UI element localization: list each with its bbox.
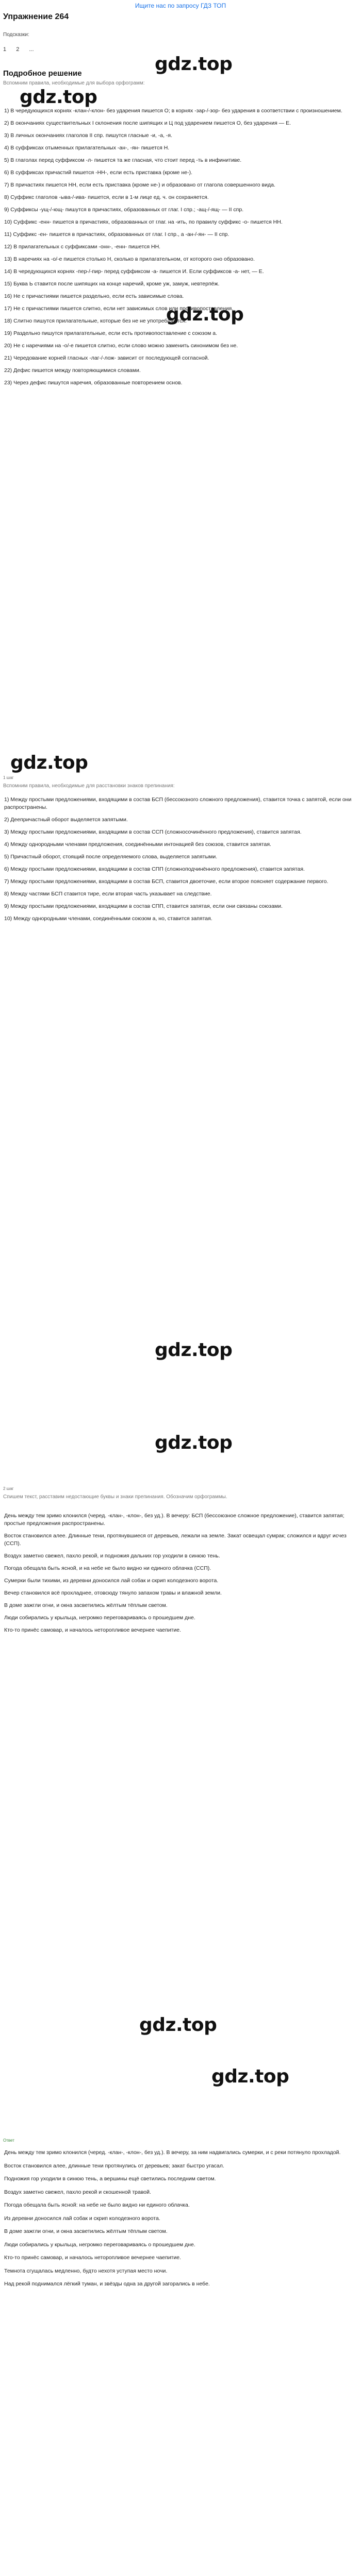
page-link[interactable]: 2 [16,46,20,53]
page-title: Упражнение 264 [3,12,69,21]
text-paragraph: Люди собирались у крыльца, негромко переговариваясь о прошедшем дне. [4,1615,195,1621]
text-paragraph: Кто-то принёс самовар, и началось неторопливое вечернее чаепитие. [4,1627,181,1633]
step-tag: 1 шаг [3,775,14,780]
section-note: Спишем текст, расставим недостающие буквы и знаки препинания. Обозначим орфограммы. [3,1494,227,1500]
rule-item: 4) Между однородными членами предложения, соединёнными интонацией без союзов, ставится запятая. [4,841,271,848]
rule-item: 23) Через дефис пишутся наречия, образованные повторением основ. [4,380,183,386]
rule-item: 17) Не с причастиями пишется слитно, если нет зависимых слов или противопоставления. [4,306,234,312]
watermark: gdz.top [139,2014,217,2036]
rule-item: 1) Между простыми предложениями, входящими в состав БСП (бессоюзного сложного предложения), ставится точка с запятой, если они распространены. [4,796,352,810]
watermark: gdz.top [20,87,97,108]
rule-item: 10) Суффикс -енн- пишется в причастиях, образованных от глаг. на -ить, по правилу суффикс -о- пишется НН. [4,219,283,225]
watermark: gdz.top [155,1340,233,1361]
answer-paragraph: Подножия гор уходили в синюю тень, а вершины ещё светились последним светом. [4,2176,216,2182]
answer-paragraph: Темнота сгущалась медленно, будто нехотя уступая место ночи. [4,2267,168,2274]
rule-item: 22) Дефис пишется между повторяющимися словами. [4,367,141,374]
rule-item: 19) Раздельно пишутся прилагательные, если есть противопоставление с союзом а. [4,330,218,336]
rules-list-2 [4,796,355,927]
page-link[interactable]: 1 [3,46,7,53]
hints-label: Подсказки: [3,32,29,38]
text-paragraph: День между тем зримо клонился (черед. -клан-, -клон-, без уд.). В вечеру: БСП (бессоюзное сложное предложение), ставится запятая; простые предложения распространены. [4,1513,344,1527]
answer-paragraph: Из деревни доносился лай собак и скрип колодезного ворота. [4,2215,160,2222]
rule-item: 11) Суффикс -ен- пишется в причастиях, образованных от глаг. I спр., а -ан-/-ян- — II спр. [4,231,229,238]
rule-item: 3) Между простыми предложениями, входящими в состав ССП (сложносочинённого предложения), ставится запятая. [4,829,302,835]
pagination [3,46,42,53]
text-paragraph: В доме зажгли огни, и окна засветились жёлтым тёплым светом. [4,1602,168,1608]
watermark: gdz.top [155,54,233,75]
text-paragraph: Воздух заметно свежел, пахло рекой, и подножия дальних гор уходили в синюю тень. [4,1553,220,1559]
text-paragraph: Погода обещала быть ясной, и на небе не было видно ни единого облачка (ССП). [4,1565,211,1571]
rule-item: 20) Не с наречиями на -о/-е пишется слитно, если слово можно заменить синонимом без не. [4,343,238,349]
text-paragraph: Вечер становился всё прохладнее, отовсюду тянуло запахом травы и влажной земли. [4,1590,222,1596]
rule-item: 21) Чередование корней гласных -лаг-/-лож- зависит от последующей согласной. [4,355,209,361]
watermark: gdz.top [166,304,244,325]
rule-item: 5) В глаголах перед суффиксом -л- пишется та же гласная, что стоит перед -ть в инфинитиве. [4,157,242,163]
rule-item: 2) В окончаниях существительных I склонения после шипящих и Ц под ударением пишется О, без ударения — Е. [4,120,291,126]
rule-item: 6) В суффиксах причастий пишется -НН-, если есть приставка (кроме не-). [4,170,192,176]
rule-item: 18) Слитно пишутся прилагательные, которые без не не употребляются. [4,318,187,324]
rule-item: 8) Между частями БСП ставится тире, если вторая часть указывает на следствие. [4,891,212,897]
answer-paragraph: День между тем зримо клонился (черед. -клан-, -клон-, без уд.). В вечеру, за ним надвигались сумерки, и с реки потянуло прохладой. [4,2149,341,2156]
rule-item: 9) Между простыми предложениями, входящими в состав СПП, ставится запятая, если они связаны союзами. [4,903,283,909]
rule-item: 12) В прилагательных с суффиксами -онн-, -енн- пишется НН. [4,244,161,250]
answer-paragraph: Над рекой поднимался лёгкий туман, и звёзды одна за другой загорались в небе. [4,2281,210,2287]
answer-paragraph: В доме зажгли огни, и окна засветились жёлтым тёплым светом. [4,2228,168,2234]
section-title: Подробное решение [3,69,82,78]
rule-item: 16) Не с причастиями пишется раздельно, если есть зависимые слова. [4,293,184,299]
rules-list-1 [4,107,355,392]
text-paragraph: Сумерки были тихими, из деревни доносился лай собак и скрип колодезного ворота. [4,1578,219,1584]
rule-item: 7) В причастиях пишется НН, если есть приставка (кроме не-) и образовано от глагола совершенного вида. [4,182,275,188]
rule-item: 10) Между однородными членами, соединёнными союзом а, но, ставится запятая. [4,916,212,922]
watermark: gdz.top [155,1432,233,1453]
top-promo-link[interactable]: Ищите нас по запросу ГДЗ ТОП [135,2,226,9]
rule-item: 6) Между простыми предложениями, входящими в состав СПП (сложноподчинённого предложения), ставится запятая. [4,866,305,872]
answer-text [4,2148,355,2293]
rule-item: 2) Деепричастный оборот выделяется запятыми. [4,817,128,823]
watermark: gdz.top [10,752,88,773]
rule-item: 4) В суффиксах отыменных прилагательных -ан-, -ян- пишется Н. [4,145,170,151]
rule-item: 5) Причастный оборот, стоящий после определяемого слова, выделяется запятыми. [4,854,218,860]
watermark: gdz.top [211,2066,289,2087]
rule-item: 7) Между простыми предложениями, входящими в состав БСП, ставится двоеточие, если второе поясняет содержание первого. [4,878,329,885]
step-tag: 2 шаг [3,1486,14,1491]
rule-item: 1) В чередующихся корнях -клан-/-клон- без ударения пишется О; в корнях -зар-/-зор- без ударения в соответствии с произношением. [4,108,342,114]
page-ellipsis: ... [29,46,34,53]
answer-paragraph: Кто-то принёс самовар, и началось неторопливое вечернее чаепитие. [4,2255,181,2261]
rule-item: 14) В чередующихся корнях -пер-/-пир- перед суффиксом -а- пишется И. Если суффиксов -а- нет, — Е. [4,268,264,275]
answer-paragraph: Восток становился алее, длинные тени протянулись от деревьев; закат быстро угасал. [4,2162,224,2169]
answer-paragraph: Люди собирались у крыльца, негромко переговариваясь о прошедшем дне. [4,2241,195,2248]
section-note: Вспомним правила, необходимые для выбора орфограмм: [3,80,145,86]
rule-item: 13) В наречиях на -о/-е пишется столько Н, сколько в прилагательном, от которого оно образовано. [4,256,255,262]
answer-paragraph: Погода обещала быть ясной: на небе не было видно ни единого облачка. [4,2202,190,2208]
section-note: Вспомним правила, необходимые для расстановки знаков препинания: [3,783,175,789]
rule-item: 3) В личных окончаниях глаголов II спр. пишутся гласные -и, -а, -я. [4,132,173,139]
exercise-text-annotated [4,1512,355,1639]
rule-item: 15) Буква Ь ставится после шипящих на конце наречий, кроме уж, замуж, невтерпёж. [4,281,220,287]
rule-item: 8) Суффикс глаголов -ыва-/-ива- пишется, если в 1-м лице ед. ч. он сохраняется. [4,194,209,200]
answer-paragraph: Воздух заметно свежел, пахло рекой и скошенной травой. [4,2189,151,2195]
text-paragraph: Восток становился алее. Длинные тени, протянувшиеся от деревьев, лежали на земле. Закат освещал сумрак; сложился и вдруг исчез (ССП). [4,1533,347,1547]
rule-item: 9) Суффиксы -ущ-/-ющ- пишутся в причастиях, образованных от глаг. I спр.; -ащ-/-ящ- — II спр. [4,207,244,213]
answer-tag: Ответ [3,2138,14,2143]
